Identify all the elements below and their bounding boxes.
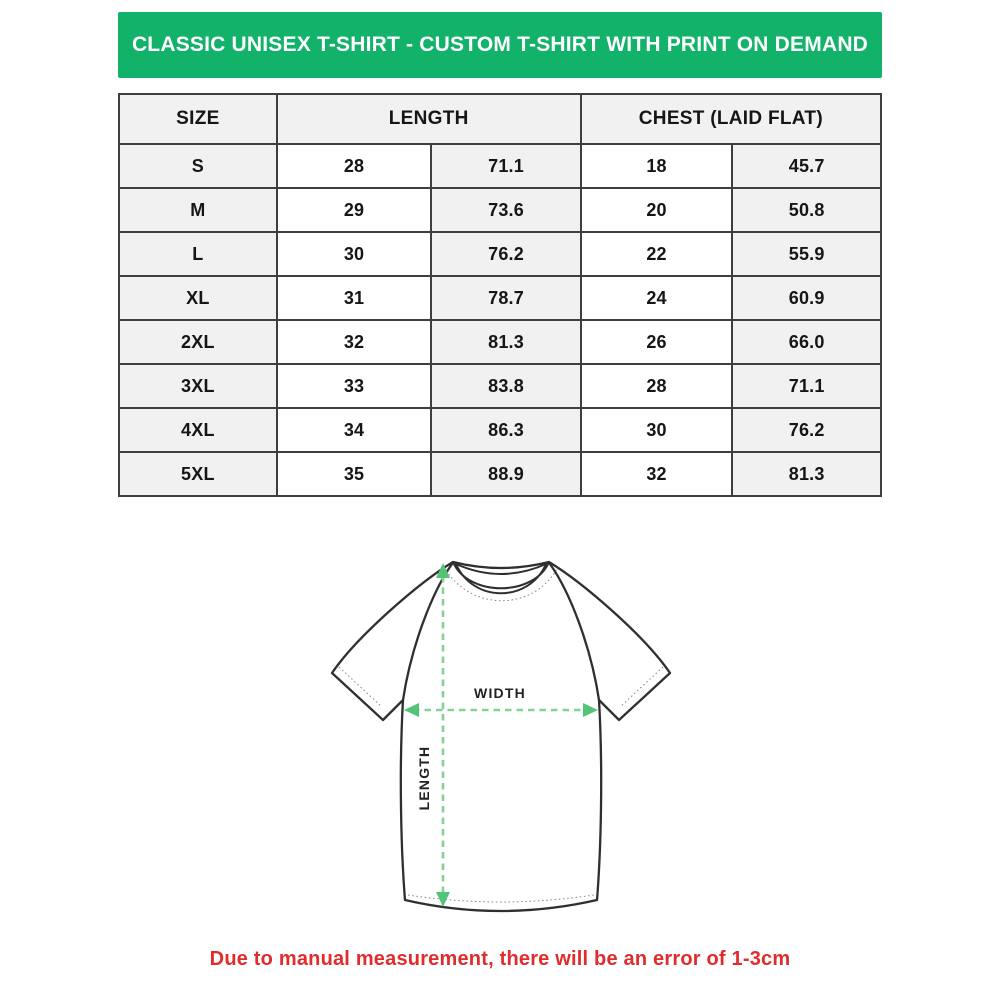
chest-cm-cell: 60.9	[732, 276, 881, 320]
page-title: CLASSIC UNISEX T-SHIRT - CUSTOM T-SHIRT WITH PRINT ON DEMAND	[131, 33, 869, 56]
chest-in-cell: 22	[581, 232, 733, 276]
table-row	[119, 320, 881, 364]
length-cm-cell: 86.3	[431, 408, 580, 452]
chest-in-cell: 32	[581, 452, 733, 496]
length-in-cell: 28	[277, 144, 432, 188]
length-cm-cell: 73.6	[431, 188, 580, 232]
length-in-cell: 35	[277, 452, 432, 496]
length-cm-cell: 88.9	[431, 452, 580, 496]
chest-in-cell: 20	[581, 188, 733, 232]
chest-cm-cell: 55.9	[732, 232, 881, 276]
table-row	[119, 144, 881, 188]
length-in-cell: 34	[277, 408, 432, 452]
size-cell: L	[119, 232, 277, 276]
chest-in-cell: 30	[581, 408, 733, 452]
size-cell: M	[119, 188, 277, 232]
chest-cm-cell: 66.0	[732, 320, 881, 364]
col-header-chest: CHEST (LAID FLAT)	[581, 94, 881, 144]
measurement-note: Due to manual measurement, there will be an error of 1-3cm	[209, 948, 791, 970]
length-cm-cell: 83.8	[431, 364, 580, 408]
size-cell: S	[119, 144, 277, 188]
chest-cm-cell: 76.2	[732, 408, 881, 452]
size-cell: 3XL	[119, 364, 277, 408]
col-header-length: LENGTH	[277, 94, 581, 144]
chest-in-cell: 18	[581, 144, 733, 188]
length-cm-cell: 71.1	[431, 144, 580, 188]
size-table-container	[118, 93, 882, 497]
length-cm-cell: 81.3	[431, 320, 580, 364]
chest-in-cell: 26	[581, 320, 733, 364]
tshirt-illustration	[310, 550, 690, 940]
length-cm-cell: 76.2	[431, 232, 580, 276]
table-header-row	[119, 94, 881, 144]
size-cell: XL	[119, 276, 277, 320]
table-row	[119, 276, 881, 320]
tshirt-outline	[332, 562, 670, 911]
length-label: LENGTH	[416, 745, 432, 811]
length-in-cell: 32	[277, 320, 432, 364]
chest-cm-cell: 81.3	[732, 452, 881, 496]
length-in-cell: 30	[277, 232, 432, 276]
table-row	[119, 408, 881, 452]
length-in-cell: 31	[277, 276, 432, 320]
size-cell: 2XL	[119, 320, 277, 364]
chest-in-cell: 24	[581, 276, 733, 320]
width-label: WIDTH	[474, 685, 526, 701]
size-cell: 5XL	[119, 452, 277, 496]
chest-cm-cell: 71.1	[732, 364, 881, 408]
length-in-cell: 29	[277, 188, 432, 232]
table-row	[119, 232, 881, 276]
col-header-size: SIZE	[119, 94, 277, 144]
table-row	[119, 188, 881, 232]
title-banner	[118, 12, 882, 78]
chest-cm-cell: 50.8	[732, 188, 881, 232]
size-table	[118, 93, 882, 497]
chest-in-cell: 28	[581, 364, 733, 408]
length-cm-cell: 78.7	[431, 276, 580, 320]
chest-cm-cell: 45.7	[732, 144, 881, 188]
tshirt-measurement-diagram	[310, 550, 690, 940]
size-cell: 4XL	[119, 408, 277, 452]
table-row	[119, 364, 881, 408]
table-row	[119, 452, 881, 496]
length-in-cell: 33	[277, 364, 432, 408]
